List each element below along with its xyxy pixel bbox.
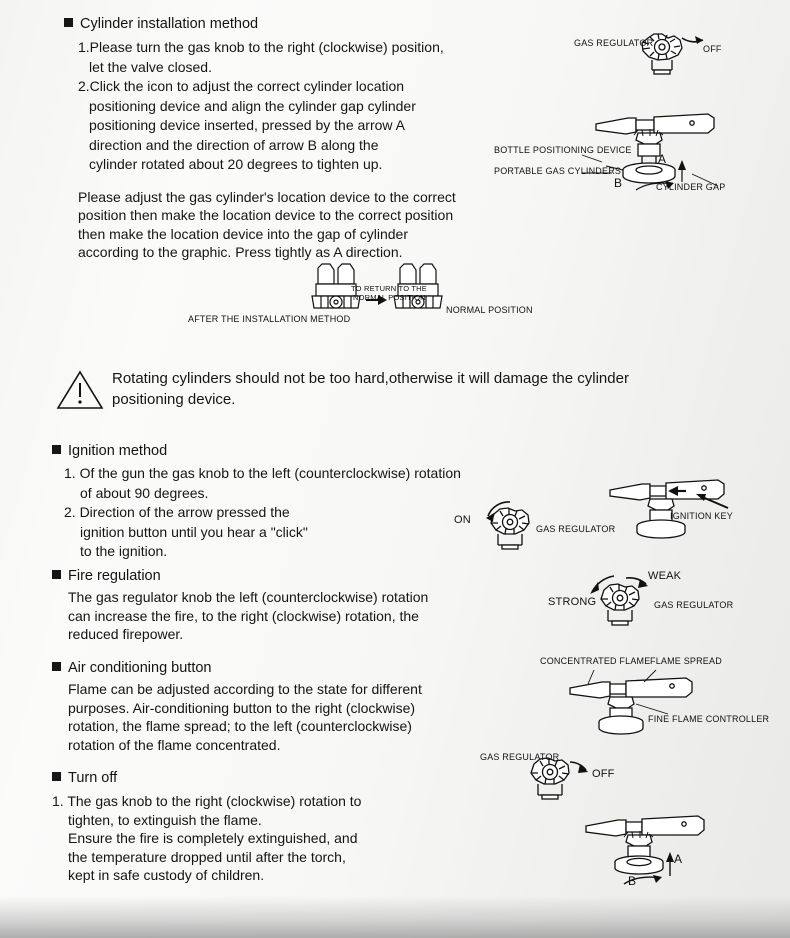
air-conditioning-steps: Flame can be adjusted according to the state for different purposes. Air-conditioning button to the right (clockwise) rotation, the flame spread; to the left (counterclockwise) rotation of the flame concentrated. <box>68 681 422 753</box>
label-fine-flame-controller: FINE FLAME CONTROLLER <box>648 714 770 724</box>
cylinder-installation-steps <box>78 38 464 174</box>
label-normal-position: NORMAL POSITION <box>446 305 533 315</box>
section-heading-air-conditioning-button: Air conditioning button <box>52 660 532 676</box>
bullet-square-icon <box>52 662 61 671</box>
list-item: 1.Please turn the gas knob to the right (clockwise) position, <box>78 39 444 55</box>
figure-ignition <box>452 466 752 556</box>
warning-text: Rotating cylinders should not be too hard,otherwise it will damage the cylinder positioning device. <box>112 370 629 408</box>
label-weak: WEAK <box>648 570 682 582</box>
turn-off-icon <box>478 744 778 894</box>
label-return-normal-1: TO RETURN TO THE <box>351 284 427 293</box>
cylinder-installation-paragraph: Please adjust the gas cylinder's location device to the correct position then make the location device to the correct position then make the location device into the gap of cylinder according to the graphic. Press tightly as A direction. <box>78 188 456 260</box>
label-gas-regulator-turnoff: GAS REGULATOR <box>480 752 560 762</box>
figure-air-conditioning <box>540 652 770 740</box>
section-air-conditioning-button <box>52 660 532 754</box>
label-portable-gas-cylinders: PORTABLE GAS CYLINDERS <box>494 166 622 176</box>
figure-torch-install <box>486 100 786 200</box>
label-arrow-a-turnoff: A <box>674 852 683 866</box>
label-arrow-b: B <box>614 176 623 190</box>
figure-fire-regulation <box>548 562 768 634</box>
bullet-square-icon <box>64 18 73 27</box>
figure-turn-off <box>478 744 778 894</box>
bullet-square-icon <box>52 445 61 454</box>
label-gas-regulator-fire: GAS REGULATOR <box>654 600 734 610</box>
list-item: to the ignition. <box>80 543 168 559</box>
label-after-installation: AFTER THE INSTALLATION METHOD <box>188 314 351 324</box>
label-gas-regulator-top: GAS REGULATOR <box>574 38 654 48</box>
section-heading-fire-regulation: Fire regulation <box>52 568 532 584</box>
section-fire-regulation <box>52 568 532 644</box>
label-off-turnoff: OFF <box>592 768 615 780</box>
bullet-square-icon <box>52 772 61 781</box>
section-heading-cylinder-installation: Cylinder installation method <box>64 16 464 32</box>
list-item: direction and the direction of arrow B along the <box>89 136 379 153</box>
bullet-square-icon <box>52 570 61 579</box>
section-heading-turn-off: Turn off <box>52 770 492 786</box>
label-strong: STRONG <box>548 596 597 608</box>
section-turn-off <box>52 770 492 885</box>
section-cylinder-installation <box>64 16 464 262</box>
fire-regulation-steps: The gas regulator knob the left (counterclockwise) rotation can increase the fire, to the right (clockwise) rotation, the reduced firepower. <box>68 589 429 642</box>
figure-top-regulator <box>570 28 770 74</box>
list-item: 2.Click the icon to adjust the correct cylinder location <box>78 78 405 94</box>
label-gas-regulator-ignition: GAS REGULATOR <box>536 524 616 534</box>
label-ignition-key: IGNITION KEY <box>670 511 733 521</box>
list-item: positioning device and align the cylinder gap cylinder <box>89 97 416 114</box>
label-return-normal-2: NORMAL POSITION <box>353 293 426 302</box>
warning-triangle-icon <box>56 368 106 410</box>
label-concentrated-flame: CONCENTRATED FLAME <box>540 656 651 666</box>
label-off-top: OFF <box>703 44 722 54</box>
list-item: cylinder rotated about 20 degrees to tighten up. <box>89 156 383 172</box>
label-on: ON <box>454 514 471 526</box>
label-cylinder-gap: CYLINDER GAP <box>656 182 726 192</box>
label-arrow-b-turnoff: B <box>628 874 637 888</box>
label-flame-spread: FLAME SPREAD <box>650 656 722 666</box>
list-item: ignition button until you hear a "click" <box>80 523 308 540</box>
label-bottle-positioning-device: BOTTLE POSITIONING DEVICE <box>494 145 632 155</box>
list-item: 2. Direction of the arrow pressed the <box>64 504 290 520</box>
list-item: positioning device inserted, pressed by the arrow A <box>89 117 405 133</box>
figure-install-compare <box>188 262 533 342</box>
regulator-knob-icon <box>570 28 770 76</box>
section-heading-ignition-method: Ignition method <box>52 443 532 459</box>
install-compare-icon <box>188 262 528 342</box>
turn-off-steps: 1. The gas knob to the right (clockwise) rotation to tighten, to extinguish the flame. Ensure the fire is completely extinguished, and the temperature dropped until after the torch, kept in safe custody of children. <box>52 793 362 883</box>
label-arrow-a: A <box>658 152 667 166</box>
list-item: let the valve closed. <box>89 58 212 75</box>
list-item: of about 90 degrees. <box>80 484 209 501</box>
list-item: 1. Of the gun the gas knob to the left (counterclockwise) rotation <box>64 465 461 481</box>
